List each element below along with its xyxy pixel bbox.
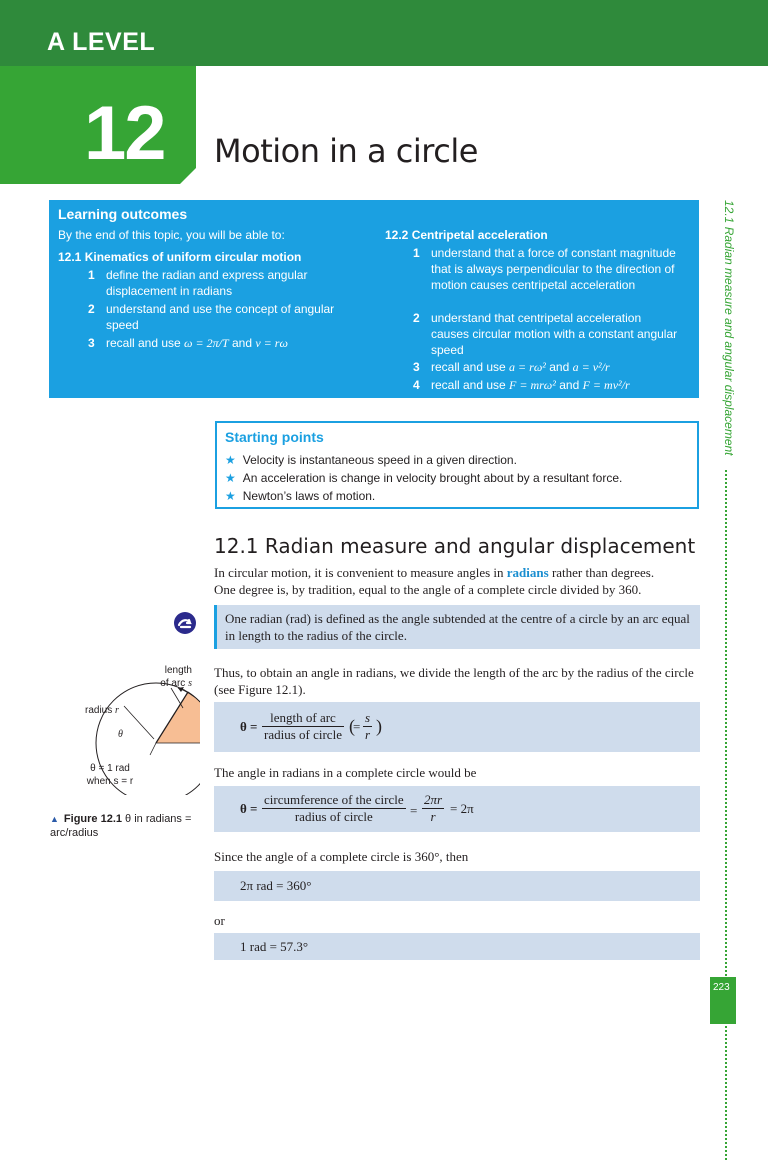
starting-points-title: Starting points bbox=[225, 429, 324, 445]
starting-point-item bbox=[225, 471, 622, 485]
triangle-icon: ▲ bbox=[50, 814, 59, 824]
equation-box-2 bbox=[214, 786, 700, 832]
equation-fraction-2 bbox=[422, 792, 444, 825]
outcome-text: understand and use the concept of angular speed bbox=[106, 302, 335, 332]
equation-fraction bbox=[262, 710, 344, 743]
radius-pointer bbox=[124, 706, 154, 739]
starting-point-text: An acceleration is change in velocity brought about by a resultant force. bbox=[242, 471, 623, 485]
dotted-rule bbox=[725, 470, 727, 1160]
outcome-number: 2 bbox=[413, 311, 420, 325]
paragraph-360-degrees: Since the angle of a complete circle is 360°, then bbox=[214, 849, 469, 864]
fraction-numerator: length of arc bbox=[262, 710, 344, 727]
learning-outcomes-box bbox=[49, 200, 699, 398]
starting-point-item bbox=[225, 489, 375, 503]
chapter-title: Motion in a circle bbox=[214, 132, 478, 170]
theta-pointer bbox=[150, 743, 156, 755]
outcome-number: 1 bbox=[413, 246, 420, 260]
paragraph-radians-intro: In circular motion, it is convenient to measure angles in radians rather than degrees. One degree is, by tradition, equal to the angle of a complete circle divided by 360. bbox=[214, 565, 655, 597]
outcome-text: define the radian and express angular displacement in radians bbox=[106, 268, 308, 298]
equals-sign: = bbox=[410, 803, 418, 818]
starting-point-text: Newton’s laws of motion. bbox=[242, 489, 376, 503]
definition-text: One radian (rad) is defined as the angle subtended at the centre of a circle by an arc equal in length to the radius of the circle. bbox=[225, 611, 690, 643]
outcome-number: 2 bbox=[88, 302, 95, 316]
equation-text: 2π rad = 360° bbox=[240, 878, 312, 893]
running-head bbox=[716, 200, 736, 960]
theta-label: θ bbox=[118, 729, 123, 740]
outcome-text: understand that a force of constant magnitude that is always perpendicular to the direction of motion causes centripetal acceleration bbox=[431, 246, 676, 292]
equation-result: = 2π bbox=[450, 801, 474, 816]
outcome-number: 3 bbox=[413, 360, 420, 374]
equation-text: 1 rad = 57.3° bbox=[240, 939, 309, 954]
fraction-denominator: r bbox=[365, 727, 371, 742]
figure-caption: ▲ Figure 12.1 θ in radians = arc/radius bbox=[50, 813, 192, 839]
paragraph-arc-over-radius: Thus, to obtain an angle in radians, we divide the length of the arc by the radius of the circle (see Figure 12.1). bbox=[214, 665, 694, 697]
fraction-denominator: radius of circle bbox=[264, 727, 342, 742]
outcome-number: 1 bbox=[88, 268, 95, 282]
learning-outcomes-title: Learning outcomes bbox=[58, 206, 188, 222]
star-icon: ★ bbox=[225, 489, 236, 503]
section-12-2-heading: 12.2 Centripetal acceleration bbox=[385, 228, 548, 242]
fraction-denominator: r bbox=[430, 809, 436, 824]
chapter-number: 12 bbox=[84, 91, 165, 176]
equals-sign: = bbox=[353, 719, 361, 734]
outcome-text: recall and use a = rω² and a = v²/r bbox=[431, 360, 610, 374]
section-heading: 12.1 Radian measure and angular displacement bbox=[214, 534, 696, 558]
starting-points-box bbox=[215, 421, 699, 509]
outcome-text: recall and use ω = 2π/T and v = rω bbox=[106, 336, 288, 350]
key-definition-icon bbox=[173, 611, 197, 635]
or-text: or bbox=[214, 913, 225, 928]
outcome-number: 4 bbox=[413, 378, 420, 392]
arc-label: length of arc s bbox=[160, 665, 192, 689]
left-paren: ( bbox=[349, 716, 355, 736]
star-icon: ★ bbox=[225, 453, 236, 467]
equation-lhs: θ = bbox=[240, 801, 258, 816]
fraction-numerator: circumference of the circle bbox=[264, 792, 404, 807]
page-number-box bbox=[710, 977, 736, 1024]
level-label: A LEVEL bbox=[47, 28, 156, 56]
outcome-number: 3 bbox=[88, 336, 95, 350]
learning-outcomes-intro: By the end of this topic, you will be able to: bbox=[58, 228, 285, 242]
one-rad-label: θ = 1 rad when s = r bbox=[86, 763, 134, 787]
starting-point-item bbox=[225, 453, 517, 467]
outcome-text: recall and use F = mrω² and F = mv²/r bbox=[431, 378, 630, 392]
equation-fraction bbox=[262, 792, 406, 825]
section-12-1-heading: 12.1 Kinematics of uniform circular motion bbox=[58, 250, 302, 264]
fraction-numerator: s bbox=[365, 710, 371, 725]
definition-box bbox=[214, 605, 700, 649]
radius-label: radius r bbox=[85, 705, 119, 716]
equation-box-4 bbox=[214, 933, 700, 960]
right-paren: ) bbox=[376, 716, 382, 736]
running-head-text: 12.1 Radian measure and angular displacement bbox=[722, 200, 736, 456]
outcome-text: understand that centripetal acceleration causes circular motion with a constant angular speed bbox=[431, 311, 678, 357]
starting-point-text: Velocity is instantaneous speed in a given direction. bbox=[242, 453, 517, 467]
fraction-numerator: 2πr bbox=[424, 792, 443, 807]
chapter-box-corner bbox=[180, 168, 196, 184]
paragraph-complete-circle: The angle in radians in a complete circle would be bbox=[214, 765, 477, 780]
star-icon: ★ bbox=[225, 471, 236, 485]
equation-box-1 bbox=[214, 702, 700, 752]
page-number: 223 bbox=[713, 982, 730, 993]
equation-box-3 bbox=[214, 871, 700, 901]
equation-lhs: θ = bbox=[240, 719, 258, 734]
radians-glossary-link[interactable]: radians bbox=[506, 565, 549, 580]
equation-fraction-2 bbox=[363, 710, 372, 743]
fraction-denominator: radius of circle bbox=[294, 809, 373, 824]
